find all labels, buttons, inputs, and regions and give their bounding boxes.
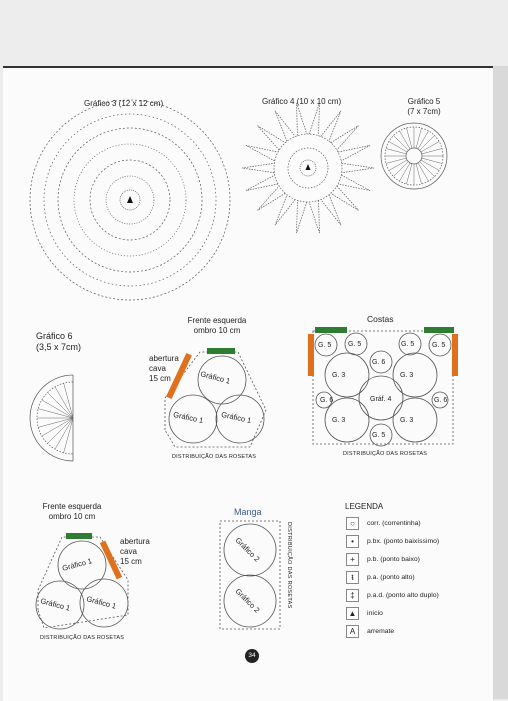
rosette-label: Gráfico 1	[85, 594, 118, 611]
distribution-caption: DISTRIBUIÇÃO DAS ROSETAS	[172, 454, 257, 460]
front-2-shoulder: ombro 10 cm	[48, 512, 96, 521]
petal	[309, 103, 319, 136]
spoke	[422, 158, 442, 163]
front-1-armhole	[149, 354, 179, 384]
front-1-shoulder: ombro 10 cm	[193, 326, 241, 335]
front-1-title-line: Frente esquerda	[187, 316, 247, 325]
chart-5-title: Gráfico 5	[407, 97, 441, 106]
chart-5-label	[400, 97, 448, 117]
legend-symbol-icon: ▲	[346, 607, 359, 620]
back-title: Costas	[367, 314, 394, 324]
back-rosette-label: G. 3	[332, 417, 346, 424]
distribution-caption: DISTRIBUIÇÃO DAS ROSETAS	[343, 451, 428, 457]
legend-symbol-icon: +	[346, 553, 359, 566]
back-rosette-label: G. 6	[434, 397, 448, 404]
start-marker	[127, 196, 133, 203]
legend-symbol-icon: ‡	[346, 589, 359, 602]
armhole-bar	[452, 334, 458, 376]
front-2-armhole	[120, 537, 150, 567]
chart-6-spokes	[37, 383, 73, 453]
legend-text: corr. (correntinha)	[367, 519, 421, 527]
legend-item	[346, 588, 439, 602]
armhole-text-2: cava	[120, 547, 137, 556]
distribution-caption: DISTRIBUIÇÃO DAS ROSETAS	[40, 635, 125, 641]
legend-symbol-icon: A	[346, 625, 359, 638]
back-rosette-label: G. 3	[332, 372, 346, 379]
petal	[338, 145, 370, 161]
back-rosette-label: G. 5	[348, 341, 362, 348]
legend-text: p.bx. (ponto baixíssimo)	[367, 537, 440, 545]
front-assembly-1	[165, 352, 266, 447]
spoke	[389, 142, 407, 153]
rosette-label: Gráfico 1	[199, 369, 232, 386]
petal	[309, 200, 319, 233]
page-number: 34	[245, 649, 259, 663]
spoke	[418, 163, 429, 181]
chart-5-size: (7 x 7cm)	[407, 107, 441, 116]
spoke	[64, 383, 73, 418]
spoke	[416, 128, 421, 148]
spoke	[64, 418, 73, 453]
rosette-label: Gráfico 1	[172, 409, 205, 426]
legend-item	[346, 606, 383, 620]
chart-5-spokes	[385, 127, 443, 185]
legend-text: p.a. (ponto alto)	[367, 573, 415, 581]
legend-item	[346, 534, 439, 548]
back-rosette-label: G. 5	[432, 342, 446, 349]
back-rosette-label: G. 3	[400, 417, 414, 424]
spoke	[406, 128, 411, 148]
legend-symbol-icon: ○	[346, 517, 359, 530]
spoke	[393, 135, 408, 150]
armhole-bar	[100, 541, 122, 580]
petal	[246, 145, 278, 161]
rosette-label: Gráfico 1	[61, 556, 93, 573]
spoke	[38, 418, 73, 427]
armhole-text-3: 15 cm	[149, 374, 171, 383]
spoke	[386, 158, 406, 163]
chart-6-size: (3,5 x 7cm)	[36, 342, 82, 352]
back-rosette-label: G. 3	[400, 372, 414, 379]
shoulder-bar	[315, 327, 347, 333]
spoke	[400, 163, 411, 181]
spoke	[393, 162, 408, 177]
spoke	[420, 162, 435, 177]
legend-item	[346, 624, 394, 638]
spoke	[422, 148, 442, 153]
spoke	[406, 164, 411, 184]
armhole-text-1: abertura	[120, 537, 150, 546]
petal	[297, 103, 307, 136]
rosette-label: Gráfico 1	[220, 409, 253, 426]
sleeve-title: Manga	[234, 507, 262, 517]
petal	[331, 126, 359, 150]
distribution-caption-vertical: DISTRIBUIÇÃO DAS ROSETAS	[286, 522, 292, 609]
shoulder-bar	[66, 533, 92, 539]
front-2-title	[32, 502, 112, 522]
armhole-text-2: cava	[149, 364, 166, 373]
back-rosette-label: G. 5	[372, 432, 386, 439]
back-rosette-label: G. 5	[401, 341, 415, 348]
armhole-bar	[308, 334, 314, 376]
spoke	[418, 131, 429, 149]
spoke	[421, 160, 439, 171]
legend-title: LEGENDA	[345, 502, 384, 511]
shoulder-bar	[207, 348, 235, 354]
petal	[342, 163, 374, 172]
spoke	[400, 131, 411, 149]
back-rosette-label: G. 6	[372, 359, 386, 366]
back-rosette-label: Gráf. 4	[370, 396, 392, 403]
front-1-title	[177, 316, 257, 336]
armhole-text-3: 15 cm	[120, 557, 142, 566]
petal	[257, 186, 285, 210]
legend-symbol-icon: •	[346, 535, 359, 548]
petal	[338, 175, 370, 191]
spoke	[420, 135, 435, 150]
start-marker	[306, 164, 311, 170]
shoulder-bar	[424, 327, 454, 333]
spoke	[386, 148, 406, 153]
petal	[275, 195, 295, 225]
legend-item	[346, 552, 420, 566]
spoke	[416, 164, 421, 184]
chart-6-label	[36, 331, 81, 353]
rosette-label: Gráfico 2	[233, 535, 262, 564]
rosette-label: Gráfico 1	[39, 596, 72, 613]
legend-item	[346, 570, 415, 584]
legend-text: início	[367, 609, 383, 617]
sleeve-assembly	[220, 521, 280, 629]
back-rosette-label: G. 5	[318, 342, 332, 349]
back-rosette-label: G. 6	[320, 397, 334, 404]
spoke	[389, 160, 407, 171]
legend-text: arremate	[367, 627, 395, 635]
petal	[331, 186, 359, 210]
spoke	[421, 142, 439, 153]
petal	[246, 175, 278, 191]
chart-3-label: Gráfico 3 (12 x 12 cm)	[84, 99, 164, 108]
petal	[297, 200, 307, 233]
petal	[321, 111, 341, 141]
legend-text: p.a.d. (ponto alto duplo)	[367, 591, 439, 599]
armhole-text-1: abertura	[149, 354, 179, 363]
rosette-label: Gráfico 2	[233, 586, 262, 615]
front-2-title-line: Frente esquerda	[42, 502, 102, 511]
chart-4-label: Gráfico 4 (10 x 10 cm)	[262, 97, 342, 106]
petal	[275, 111, 295, 141]
legend-item	[346, 516, 421, 530]
petal	[321, 195, 341, 225]
front-assembly-2	[36, 537, 128, 629]
chart-6-title: Gráfico 6	[36, 331, 73, 341]
petal	[257, 126, 285, 150]
legend-symbol-icon: ŧ	[346, 571, 359, 584]
spoke	[38, 409, 73, 418]
legend-text: p.b. (ponto baixo)	[367, 555, 420, 563]
petal	[242, 163, 274, 172]
